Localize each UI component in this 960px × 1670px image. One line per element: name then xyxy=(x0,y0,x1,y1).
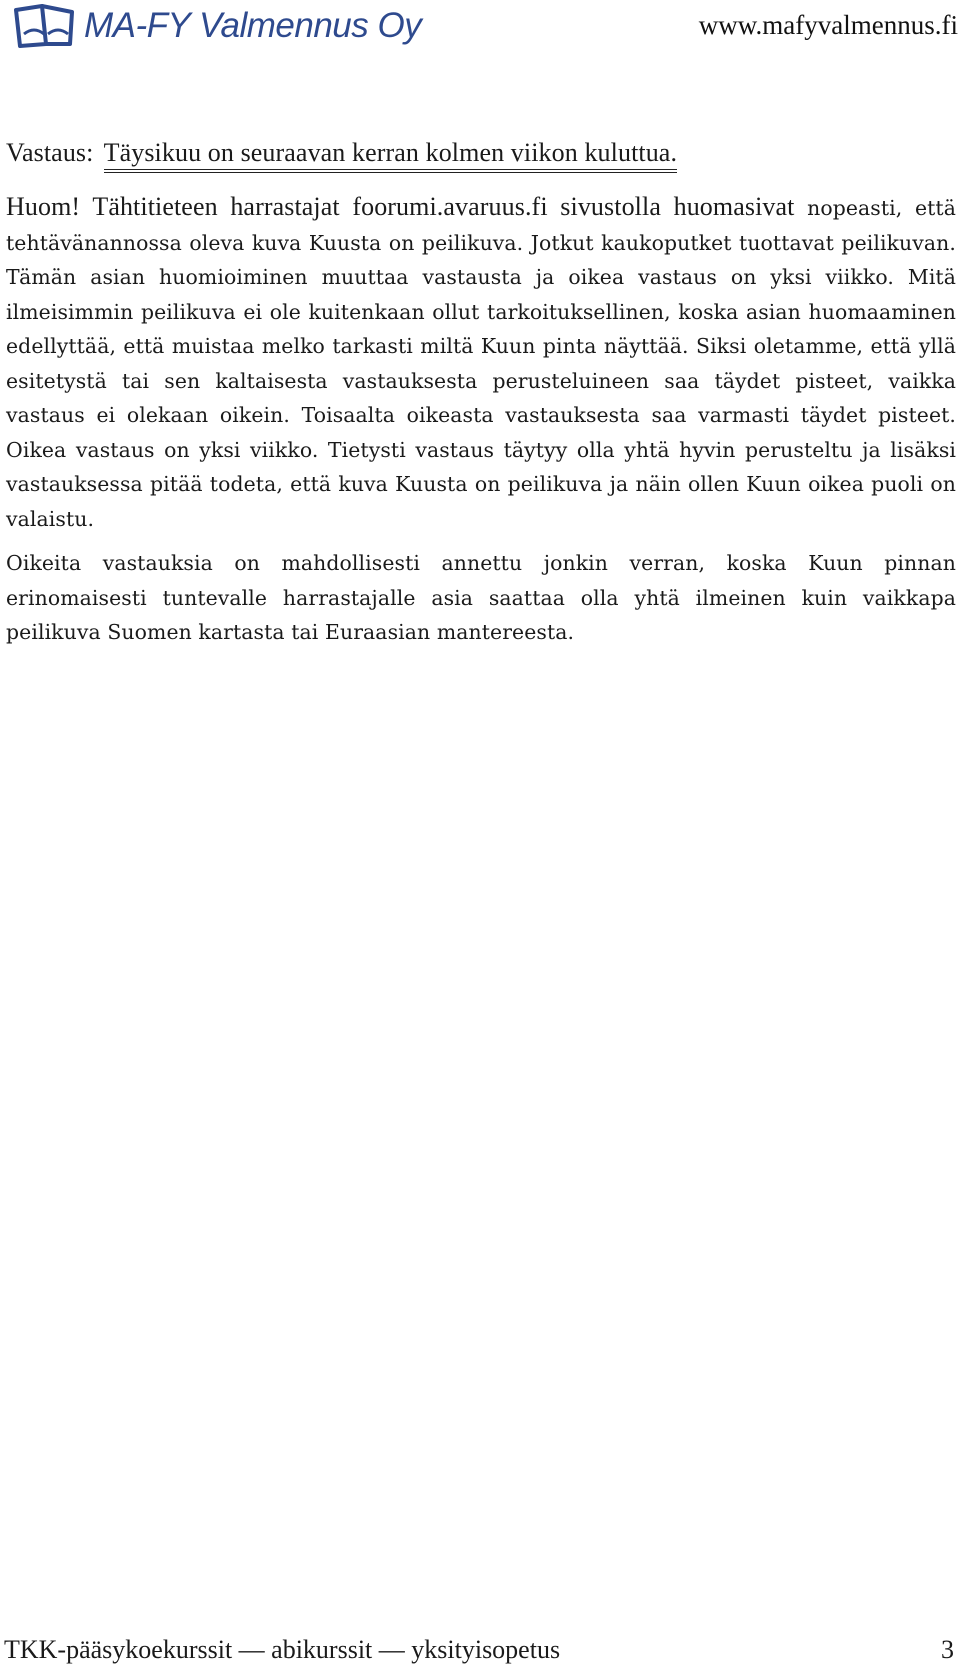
answer-line xyxy=(6,136,956,170)
site-url[interactable]: www.mafyvalmennus.fi xyxy=(698,10,958,40)
answer-text: Täysikuu on seuraavan kerran kolmen viikon kuluttua. xyxy=(104,138,677,173)
open-book-icon xyxy=(12,4,78,48)
answer-label: Vastaus: xyxy=(6,138,94,167)
note-paragraph xyxy=(6,190,956,536)
note-body: nopeasti, että tehtävänannossa oleva kuva Kuusta on peilikuva. Jotkut kaukoputket tuottavat peilikuvan. Tämän asian huomioiminen muuttaa vastausta ja oikea vastaus on yksi viikko. Mitä ilmeisimmin peilikuva ei ole kuitenkaan ollut tarkoituksellinen, koska asian huomaaminen edellyttää, että muistaa melko tarkasti miltä Kuun pinta näyttää. Siksi oletamme, että yllä esitetystä tai sen kaltaisesta vastauksesta perusteluineen saa täydet pisteet, vaikka vastaus ei olekaan oikein. Toisaalta oikeasta vastauksesta saa varmasti täydet pisteet. Oikea vastaus on yksi viikko. Tietysti vastaus täytyy olla yhtä hyvin perusteltu ja lisäksi vastauksessa pitää todeta, että kuva Kuusta on peilikuva ja näin ollen Kuun oikea puoli on valaistu. xyxy=(6,196,956,531)
paragraph-two: Oikeita vastauksia on mahdollisesti annettu jonkin verran, koska Kuun pinnan erinomaisesti tuntevalle harrastajalle asia saattaa olla yhtä ilmeinen kuin vaikkapa peilikuva Suomen kartasta tai Euraasian mantereesta. xyxy=(6,551,956,644)
page-header xyxy=(0,0,960,60)
document-body xyxy=(6,136,956,660)
company-logo xyxy=(12,4,421,48)
footer-text: TKK-pääsykoekurssit — abikurssit — yksityisopetus xyxy=(4,1635,561,1664)
logo-text: MA-FY Valmennus Oy xyxy=(84,6,422,45)
page-number: 3 xyxy=(941,1635,954,1664)
note-lead: Huom! Tähtitieteen harrastajat foorumi.avaruus.fi sivustolla huomasivat xyxy=(6,192,795,221)
